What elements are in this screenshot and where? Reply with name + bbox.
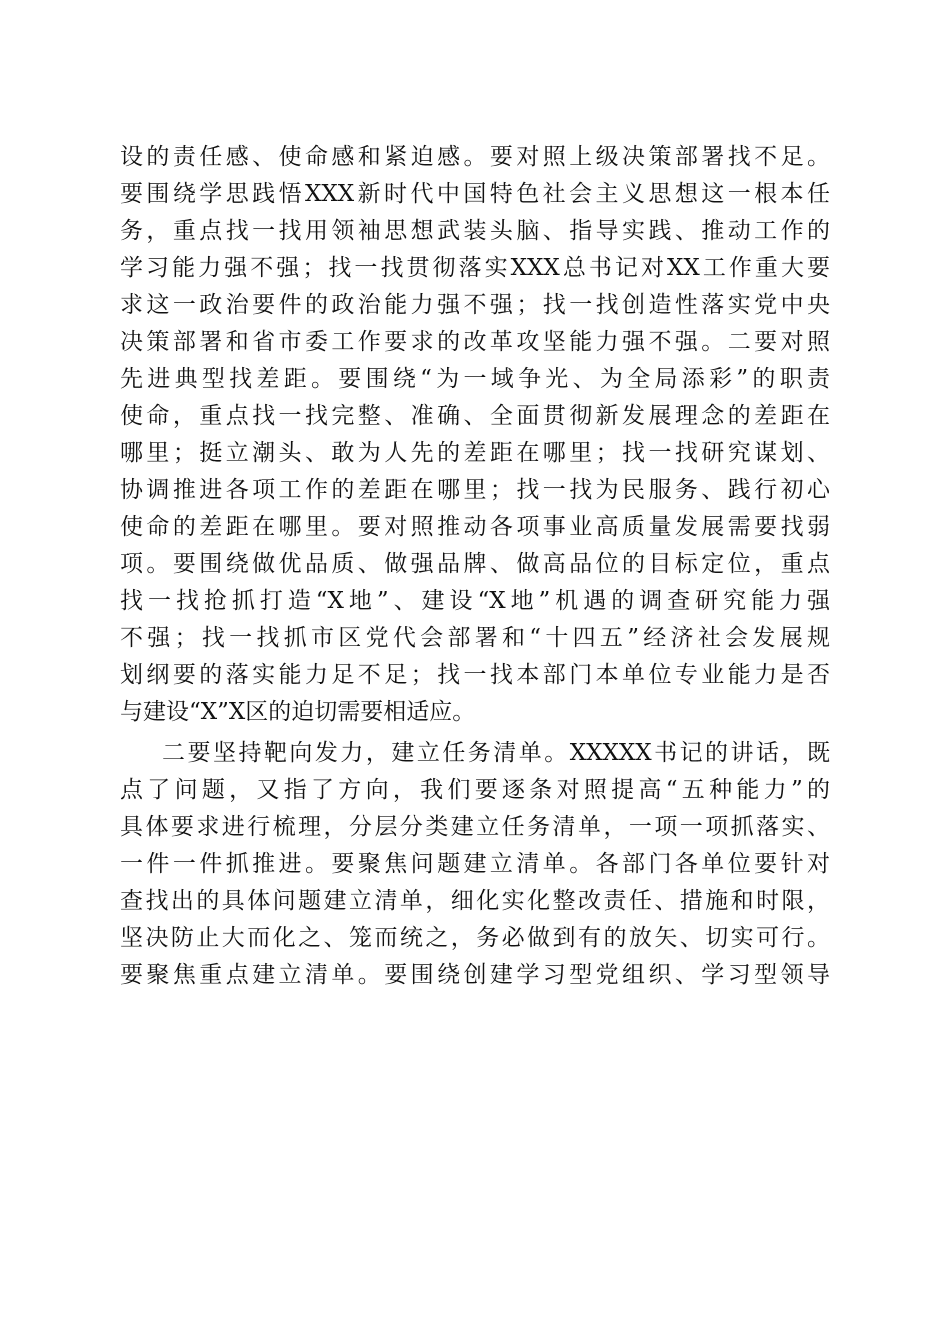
text-line: 项。要围绕做优品质、做强品牌、做高品位的目标定位，重点: [120, 551, 830, 577]
text-line: 二要坚持靶向发力，建立任务清单。XXXXX书记的讲话，既: [162, 740, 830, 766]
text-line: 务，重点找一找用领袖思想武装头脑、指导实践、推动工作的: [120, 218, 830, 244]
text-line: 查找出的具体问题建立清单，细化实化整改责任、措施和时限，: [120, 888, 830, 914]
text-line: 与建设“X”X区的迫切需要相适应。: [120, 699, 476, 725]
text-line: 协调推进各项工作的差距在哪里；找一找为民服务、践行初心: [120, 477, 830, 503]
text-line: 不强；找一找抓市区党代会部署和“十四五”经济社会发展规: [120, 625, 830, 651]
text-line: 找一找抢抓打造“X地”、建设“X地”机遇的调查研究能力强: [120, 588, 830, 614]
text-line: 具体要求进行梳理，分层分类建立任务清单，一项一项抓落实、: [120, 814, 830, 840]
text-line: 设的责任感、使命感和紧迫感。要对照上级决策部署找不足。: [120, 144, 830, 170]
text-line: 要围绕学思践悟XXX新时代中国特色社会主义思想这一根本任: [120, 181, 830, 207]
text-line: 坚决防止大而化之、笼而统之，务必做到有的放矢、切实可行。: [120, 925, 830, 951]
paragraph-1: [120, 139, 830, 731]
text-line: 要聚焦重点建立清单。要围绕创建学习型党组织、学习型领导: [120, 962, 830, 988]
document-body: [120, 139, 830, 994]
text-line: 决策部署和省市委工作要求的改革攻坚能力强不强。二要对照: [120, 329, 830, 355]
text-line: 使命的差距在哪里。要对照推动各项事业高质量发展需要找弱: [120, 514, 830, 540]
text-line: 学习能力强不强；找一找贯彻落实XXX总书记对XX工作重大要: [120, 255, 830, 281]
text-line: 使命，重点找一找完整、准确、全面贯彻新发展理念的差距在: [120, 403, 830, 429]
text-line: 先进典型找差距。要围绕“为一域争光、为全局添彩”的职责: [120, 366, 830, 392]
text-line: 划纲要的落实能力足不足；找一找本部门本单位专业能力是否: [120, 662, 830, 688]
text-line: 求这一政治要件的政治能力强不强；找一找创造性落实党中央: [120, 292, 830, 318]
text-line: 点了问题，又指了方向，我们要逐条对照提高“五种能力”的: [120, 777, 830, 803]
text-line: 一件一件抓推进。要聚焦问题建立清单。各部门各单位要针对: [120, 851, 830, 877]
text-line: 哪里；挺立潮头、敢为人先的差距在哪里；找一找研究谋划、: [120, 440, 830, 466]
paragraph-2: [120, 735, 830, 994]
